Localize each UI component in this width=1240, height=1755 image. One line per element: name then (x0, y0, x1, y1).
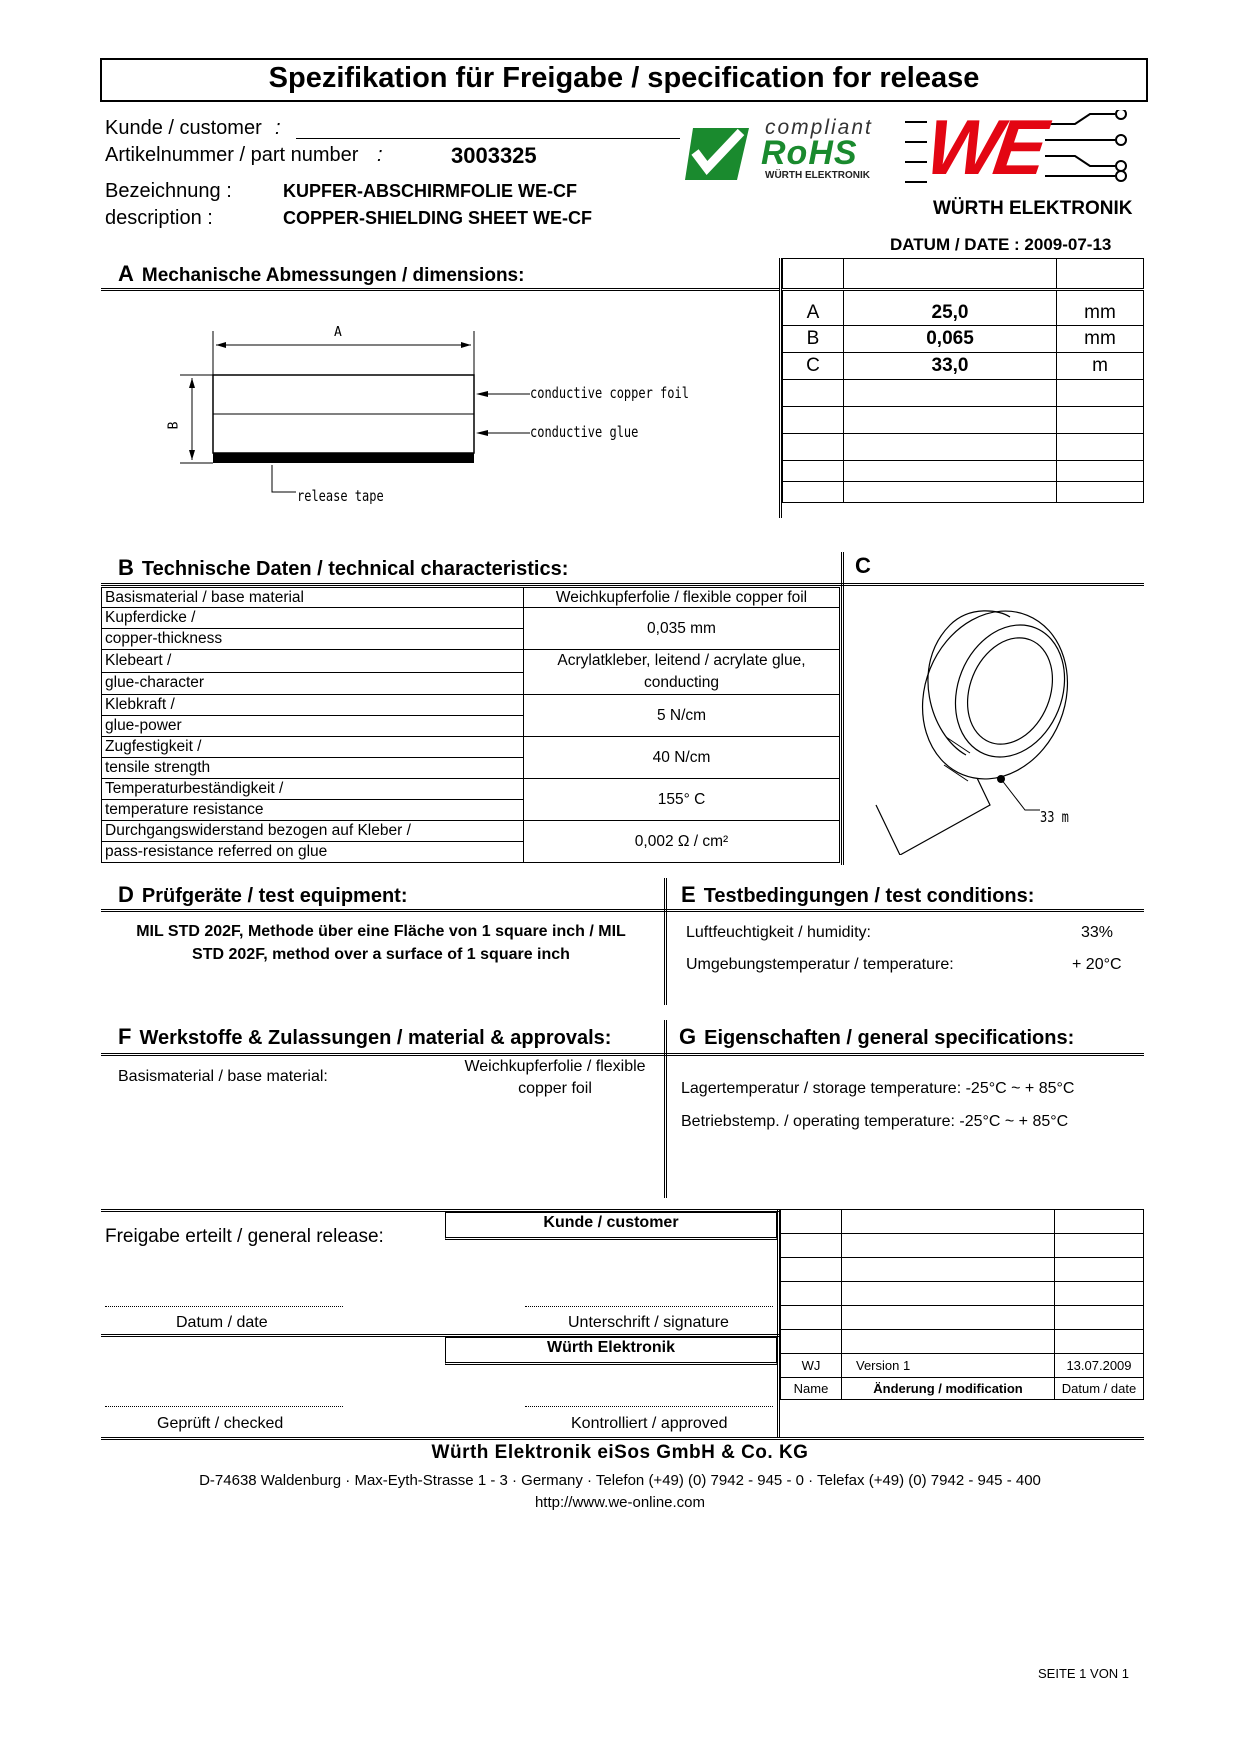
tech-temp-label-2: temperature resistance (102, 800, 524, 821)
rohs-compliant-text: compliant (765, 116, 873, 139)
customer-box-label: Kunde / customer (543, 1214, 679, 1231)
tech-glue-value-1: Acrylatkleber, leitend / acrylate glue, (557, 652, 806, 669)
tech-tensile-value: 40 N/cm (524, 737, 840, 779)
dim-key-b: B (783, 326, 844, 353)
release-label: Freigabe erteilt / general release: (105, 1226, 384, 1247)
dim-unit-a: mm (1057, 290, 1144, 326)
section-a-letter: A (118, 261, 134, 286)
customer-colon: : (275, 117, 281, 139)
tech-temp-label-1: Temperaturbeständigkeit / (102, 779, 524, 800)
material-base-label: Basismaterial / base material: (118, 1068, 328, 1085)
copper-foil-label: conductive copper foil (530, 384, 689, 402)
release-tape-label: release tape (297, 487, 384, 505)
section-fg-rule (101, 1053, 1144, 1056)
description-label: description : (105, 207, 213, 229)
tech-table (101, 587, 840, 863)
description-value: COPPER-SHIELDING SHEET WE-CF (283, 208, 593, 228)
section-d-title: Prüfgeräte / test equipment: (141, 885, 408, 907)
tech-thick-label-2: copper-thickness (102, 629, 524, 650)
we-name: WÜRTH ELEKTRONIK (933, 198, 1133, 219)
page-number: SEITE 1 VON 1 (1038, 1666, 1130, 1681)
page-title: Spezifikation für Freigabe / specification for release (268, 62, 980, 94)
dim-label-a: A (334, 325, 342, 340)
storage-temperature: Lagertemperatur / storage temperature: -25°C ~ + 85°C (681, 1080, 1075, 1097)
we-box-label: Würth Elektronik (546, 1339, 675, 1356)
dim-label-b: B (166, 421, 182, 430)
footer-address: D-74638 Waldenburg · Max-Eyth-Strasse 1 - 3 · Germany · Telefon (+49) (0) 7942 - 945 - 0 · Telefax (+49) (0) 7942 - 945 - 400 (199, 1472, 1041, 1489)
revision-header-date: Datum / date (1055, 1378, 1144, 1400)
section-e-heading (681, 882, 1034, 908)
section-g-heading (679, 1024, 1074, 1050)
part-number-value: 3003325 (451, 143, 537, 168)
footer-url[interactable]: http://www.we-online.com (534, 1494, 706, 1511)
section-d-heading (118, 882, 408, 908)
customer-label: Kunde / customer (105, 117, 262, 139)
part-number-colon: : (377, 144, 383, 166)
designation-value: KUPFER-ABSCHIRMFOLIE WE-CF (283, 181, 577, 201)
tech-thick-value: 0,035 mm (524, 608, 840, 650)
section-g-letter: G (679, 1024, 697, 1049)
section-c-letter: C (855, 553, 871, 578)
section-f-heading (118, 1024, 611, 1050)
approved-label: Kontrolliert / approved (571, 1415, 728, 1432)
revision-date: 13.07.2009 (1055, 1354, 1144, 1378)
section-bc-rule (101, 583, 1144, 586)
revision-table (780, 1209, 1144, 1400)
release-signature-label: Unterschrift / signature (568, 1314, 729, 1331)
section-g-title: Eigenschaften / general specifications: (704, 1027, 1075, 1049)
roll-length-label: 33 m (1040, 808, 1069, 826)
section-de-divider (664, 878, 667, 1005)
test-equipment-line2: STD 202F, method over a surface of 1 square inch (192, 946, 570, 963)
section-b-letter: B (118, 555, 134, 580)
section-e-title: Testbedingungen / test conditions: (703, 885, 1035, 907)
section-c-leftrule (841, 552, 844, 865)
checked-label: Geprüft / checked (157, 1415, 284, 1432)
section-d-letter: D (118, 882, 134, 907)
revision-name: WJ (781, 1354, 842, 1378)
rohs-sub-text: WÜRTH ELEKTRONIK (765, 170, 870, 181)
tech-power-label-1: Klebkraft / (102, 695, 524, 716)
rohs-logo (683, 116, 898, 184)
glue-label: conductive glue (530, 423, 639, 441)
tech-thick-label-1: Kupferdicke / (102, 608, 524, 629)
section-b-heading (118, 555, 568, 581)
tech-temp-value: 155° C (524, 779, 840, 821)
dim-value-b: 0,065 (844, 326, 1057, 353)
section-a-rule (101, 288, 779, 291)
tech-tensile-label-1: Zugfestigkeit / (102, 737, 524, 758)
section-fg-divider (664, 1020, 667, 1198)
tech-base-value: Weichkupferfolie / flexible copper foil (524, 588, 840, 608)
tech-res-label-1: Durchgangswiderstand bezogen auf Kleber / (102, 821, 524, 842)
section-b-title: Technische Daten / technical characteristics: (141, 558, 569, 580)
dimensions-table (782, 258, 1144, 503)
humidity-label: Luftfeuchtigkeit / humidity: (686, 924, 871, 941)
release-date-label: Datum / date (176, 1314, 268, 1331)
section-e-letter: E (681, 882, 696, 907)
tech-res-label-2: pass-resistance referred on glue (102, 842, 524, 863)
revision-change: Version 1 (842, 1354, 1055, 1378)
tech-glue-value-2: conducting (644, 674, 719, 691)
we-mark: WE (920, 103, 1047, 191)
temperature-value: + 20°C (1072, 956, 1122, 973)
tech-power-value: 5 N/cm (524, 695, 840, 737)
checked-line (105, 1406, 343, 1407)
dim-value-c: 33,0 (844, 353, 1057, 380)
dim-key-a: A (783, 290, 844, 326)
section-f-letter: F (118, 1024, 132, 1049)
tape-roll-drawing (870, 605, 1110, 855)
tech-res-value: 0,002 Ω / cm² (524, 821, 840, 863)
humidity-value: 33% (1081, 924, 1114, 941)
dim-key-c: C (783, 353, 844, 380)
material-base-value-1: Weichkupferfolie / flexible (464, 1058, 646, 1075)
revision-header-name: Name (781, 1378, 842, 1400)
we-logo (905, 103, 1140, 220)
material-base-value-2: copper foil (518, 1080, 592, 1097)
section-a-heading (118, 261, 524, 287)
date-line: DATUM / DATE : 2009-07-13 (890, 235, 1112, 254)
operating-temperature: Betriebstemp. / operating temperature: -25°C ~ + 85°C (681, 1113, 1069, 1130)
customer-underline (296, 138, 680, 139)
tech-glue-label-1: Klebeart / (102, 650, 524, 673)
rohs-check-icon (683, 122, 753, 184)
rohs-text: RoHS (761, 134, 858, 172)
section-a-title: Mechanische Abmessungen / dimensions: (141, 265, 525, 286)
approved-line (525, 1406, 773, 1407)
section-de-rule (101, 909, 1144, 912)
designation-label: Bezeichnung : (105, 180, 232, 202)
dim-unit-b: mm (1057, 326, 1144, 353)
section-f-title: Werkstoffe & Zulassungen / material & approvals: (139, 1027, 612, 1049)
release-bottom-rule (101, 1437, 1144, 1440)
test-equipment-line1: MIL STD 202F, Methode über eine Fläche von 1 square inch / MIL (136, 923, 626, 940)
tech-glue-label-2: glue-character (102, 672, 524, 695)
dim-unit-c: m (1057, 353, 1144, 380)
date-signature-line-1 (105, 1306, 343, 1307)
tech-tensile-label-2: tensile strength (102, 758, 524, 779)
temperature-label: Umgebungstemperatur / temperature: (686, 956, 954, 973)
dim-value-a: 25,0 (844, 290, 1057, 326)
tech-base-label: Basismaterial / base material (102, 588, 524, 608)
part-number-label: Artikelnummer / part number (105, 144, 359, 166)
revision-header-change: Änderung / modification (842, 1378, 1055, 1400)
tech-power-label-2: glue-power (102, 716, 524, 737)
signature-line-1 (525, 1306, 773, 1307)
tech-glue-value (524, 650, 840, 695)
footer-company: Würth Elektronik eiSos GmbH & Co. KG (431, 1442, 809, 1463)
